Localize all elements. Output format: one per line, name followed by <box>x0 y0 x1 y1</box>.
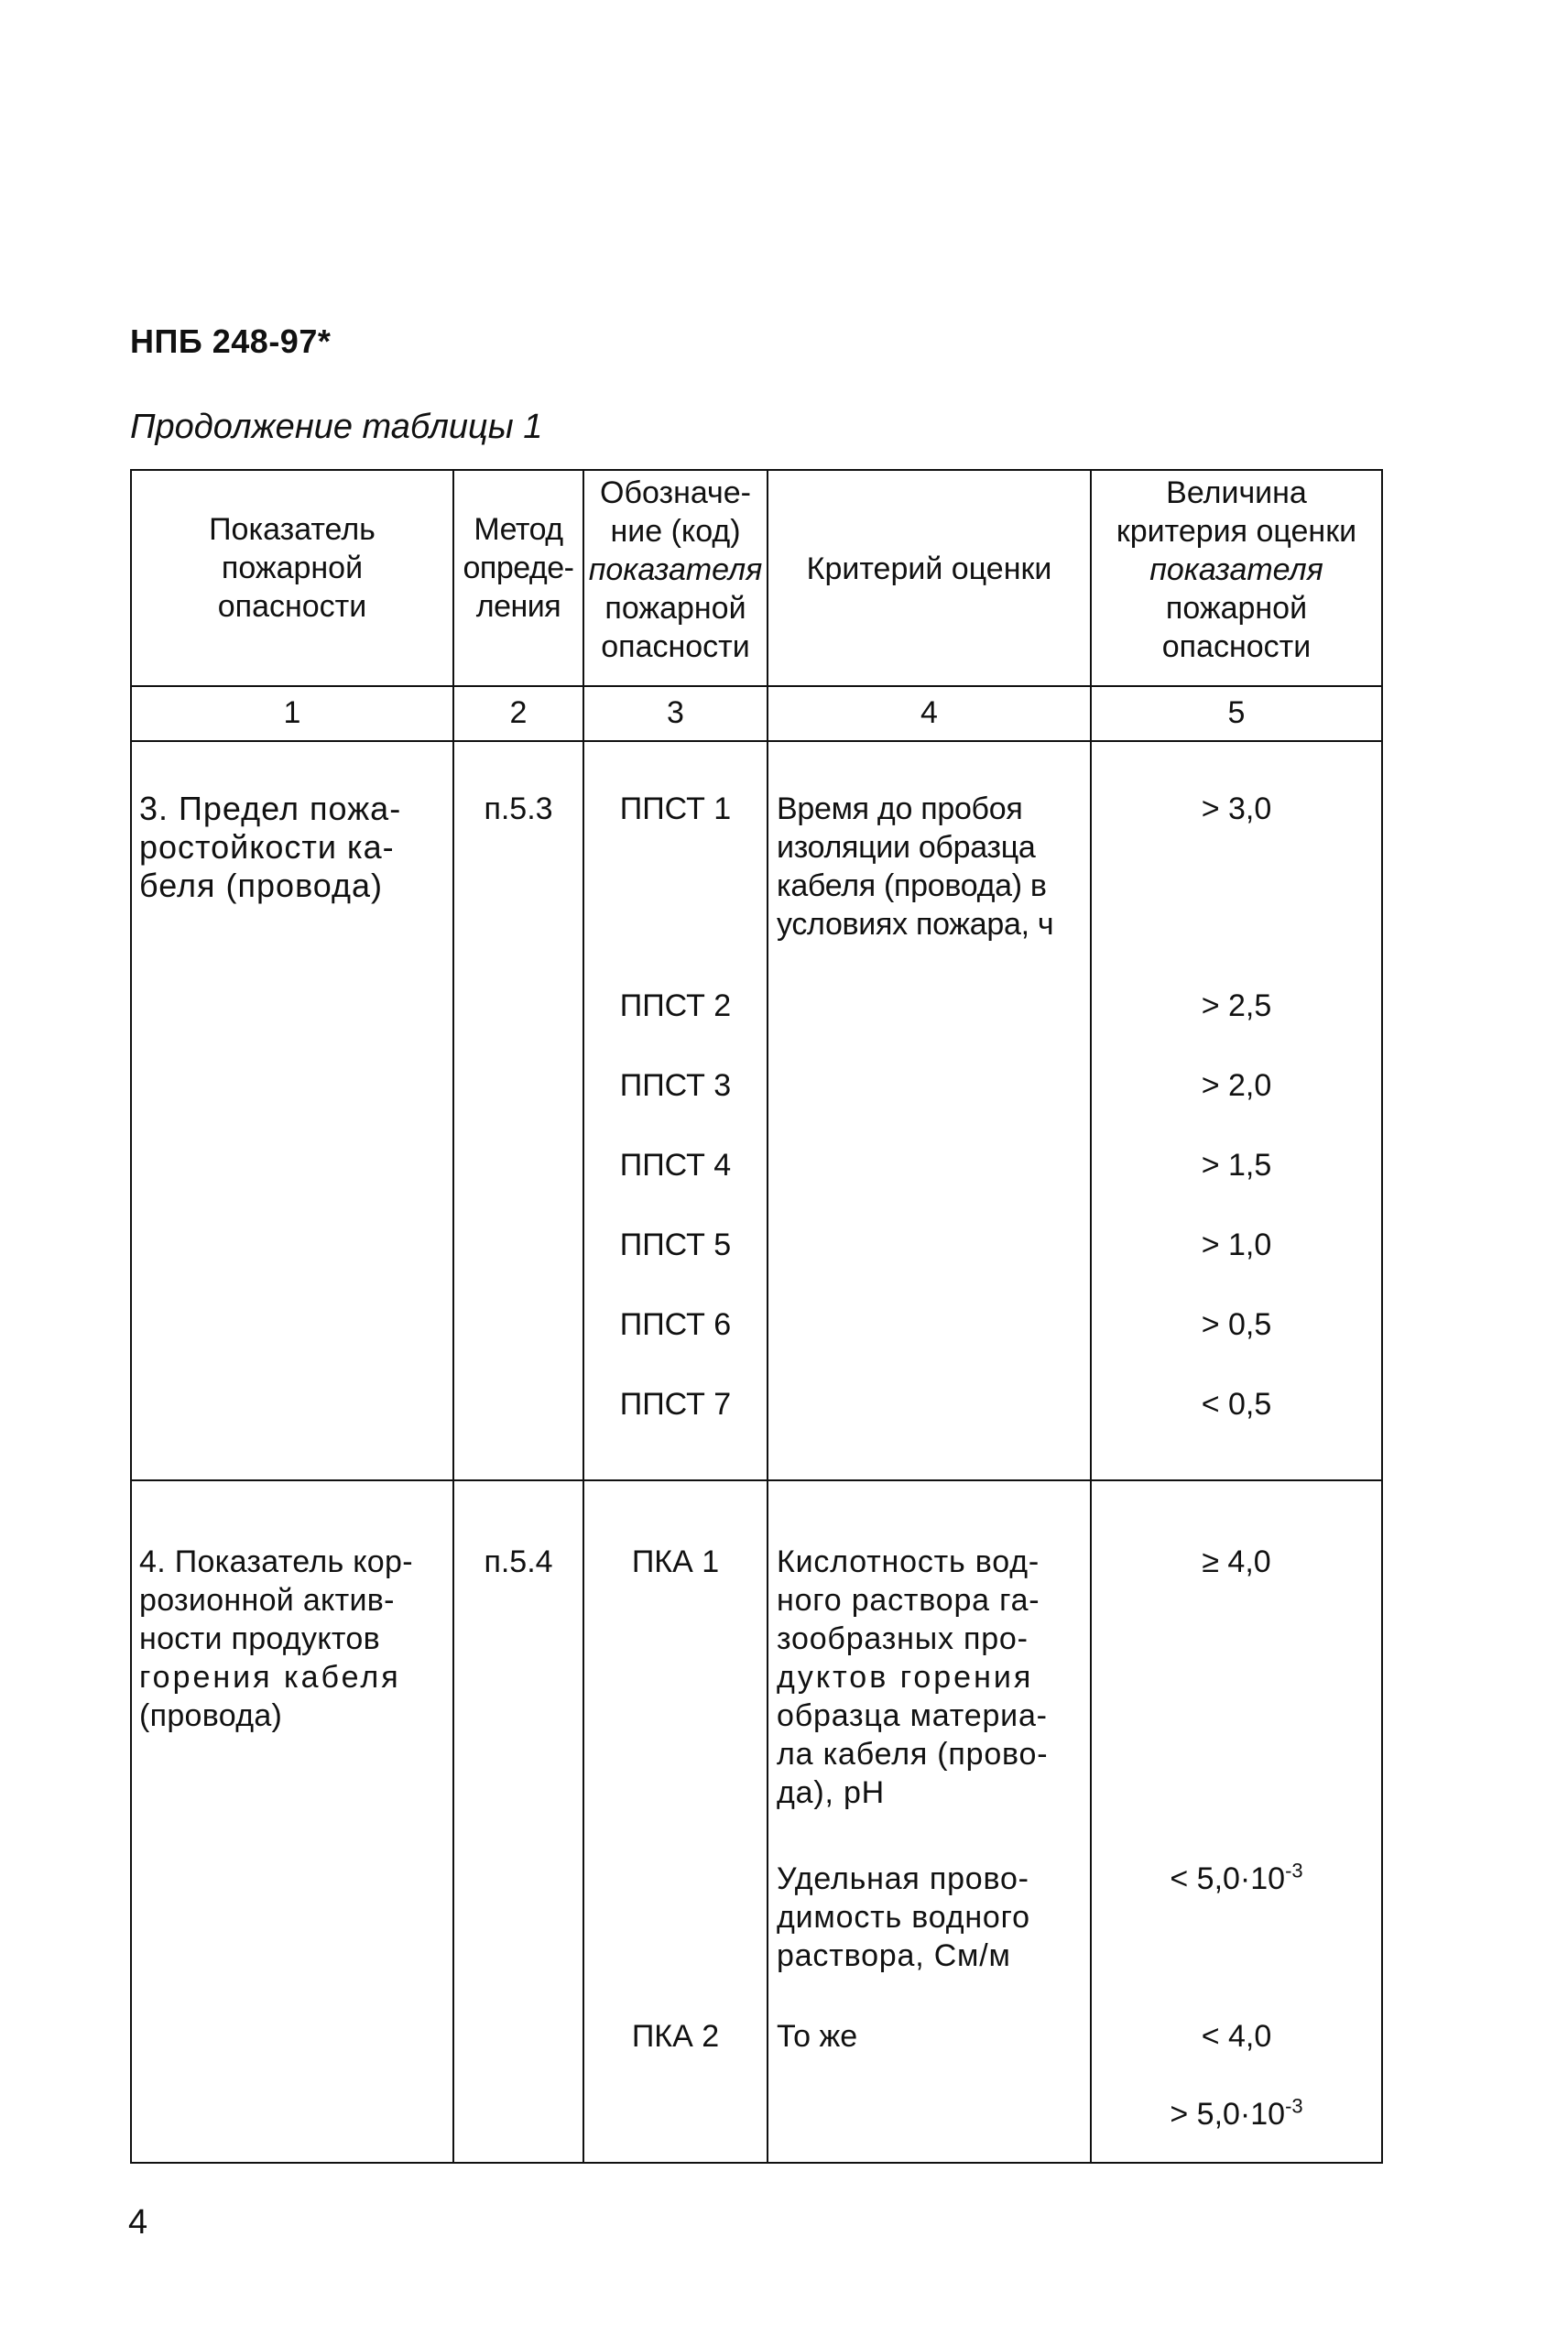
criterion-line: Удельная прово- <box>777 1861 1029 1896</box>
header-value-line: критерия оценки <box>1116 514 1357 549</box>
header-method <box>454 510 583 626</box>
header-value-line: пожарной <box>1165 591 1308 626</box>
fire-hazard-table <box>130 469 1383 2164</box>
page-number: 4 <box>128 2203 148 2242</box>
table-caption: Продолжение таблицы 1 <box>130 408 543 446</box>
section3-code: ППСТ 1 <box>619 791 732 826</box>
section3-code: ППСТ 6 <box>619 1307 732 1342</box>
header-method-line: опреде- <box>463 551 574 585</box>
section3-value: > 0,5 <box>1201 1307 1272 1342</box>
section4-indicator-line: 4. Показатель кор- <box>139 1544 413 1579</box>
section3-indicator-line: ростойкости ка- <box>139 828 395 866</box>
criterion-line: да), рН <box>777 1775 886 1810</box>
section3-value: > 3,0 <box>1201 791 1272 826</box>
section4-method: п.5.4 <box>484 1544 553 1579</box>
criterion-line: образца материа- <box>777 1698 1048 1733</box>
section4-indicator <box>139 1543 446 1735</box>
section3-criterion-line: Время до пробоя <box>777 791 1023 826</box>
section3-indicator-line: беля (провода) <box>139 867 384 904</box>
column-number-2: 2 <box>509 695 528 730</box>
section4-pka1-criterion-acidity <box>777 1543 1088 1812</box>
header-code-line: Обозначе- <box>600 475 751 510</box>
header-value-line: Величина <box>1166 475 1307 510</box>
header-value-line: показателя <box>1149 552 1323 587</box>
section4-code-pka1: ПКА 1 <box>631 1544 720 1579</box>
section4-pka2-criterion: То же <box>777 2019 858 2054</box>
column-number-1: 1 <box>283 695 301 730</box>
header-criterion-value <box>1092 474 1381 666</box>
table-border-top <box>130 469 1383 471</box>
section3-indicator <box>139 790 446 905</box>
column-number-5: 5 <box>1227 695 1246 730</box>
section4-pka2-value-conductivity <box>1092 2095 1381 2133</box>
header-divider <box>130 685 1383 687</box>
header-code-line: показателя <box>588 552 763 587</box>
section4-indicator-line: ности продуктов <box>139 1621 380 1656</box>
section4-pka2-value-acidity: < 4,0 <box>1201 2019 1272 2054</box>
criterion-line: зообразных про- <box>777 1621 1029 1656</box>
section-divider <box>130 1479 1383 1481</box>
header-method-line: Метод <box>474 512 563 547</box>
column-number-3: 3 <box>667 695 684 730</box>
criterion-line: ного раствора га- <box>777 1583 1040 1618</box>
criterion-line: Кислотность вод- <box>777 1544 1040 1579</box>
header-indicator-line: пожарной <box>221 551 364 585</box>
section3-value: > 1,5 <box>1201 1148 1272 1183</box>
criterion-line: димость водного <box>777 1900 1030 1935</box>
header-indicator-line: опасности <box>217 589 367 624</box>
header-indicator-line: Показатель <box>209 512 376 547</box>
section4-indicator-line: (провода) <box>139 1698 283 1733</box>
section4-pka1-value-acidity: ≥ 4,0 <box>1202 1544 1271 1579</box>
criterion-line: дуктов горения <box>777 1660 1034 1695</box>
header-method-line: ления <box>475 589 561 624</box>
section3-code: ППСТ 7 <box>619 1387 732 1422</box>
header-criterion <box>768 550 1090 588</box>
section3-code: ППСТ 5 <box>619 1228 732 1262</box>
header-code-line: ние (код) <box>610 514 741 549</box>
section3-code: ППСТ 4 <box>619 1148 732 1183</box>
criterion-line: раствора, См/м <box>777 1938 1011 1973</box>
document-header-code: НПБ 248-97* <box>130 322 332 360</box>
section3-value: > 2,0 <box>1201 1068 1272 1103</box>
section4-pka1-criterion-conductivity <box>777 1860 1088 1975</box>
value-exponent: -3 <box>1285 1859 1303 1882</box>
table-border-bottom <box>130 2162 1383 2164</box>
section3-criterion-line: кабеля (провода) в <box>777 868 1047 903</box>
section4-indicator-line: горения кабеля <box>139 1660 401 1695</box>
header-code-line: опасности <box>601 629 750 664</box>
value-mantissa: > 5,0·10 <box>1170 2097 1286 2132</box>
section3-value: < 0,5 <box>1201 1387 1272 1422</box>
column-numbers-divider <box>130 740 1383 742</box>
header-value-line: опасности <box>1161 629 1312 664</box>
section4-indicator-line: розионной актив- <box>139 1583 395 1618</box>
section3-criterion-line: изоляции образца <box>777 830 1036 865</box>
value-exponent: -3 <box>1285 2094 1303 2118</box>
section3-indicator-line: 3. Предел пожа- <box>139 790 402 827</box>
header-code-line: пожарной <box>604 591 746 626</box>
column-number-4: 4 <box>920 695 938 730</box>
section3-value: > 2,5 <box>1201 988 1272 1023</box>
section4-pka1-value-conductivity <box>1092 1860 1381 1898</box>
section3-code: ППСТ 3 <box>619 1068 732 1103</box>
section3-method: п.5.3 <box>484 791 553 826</box>
value-mantissa: < 5,0·10 <box>1170 1861 1286 1896</box>
header-criterion-line: Критерий оценки <box>806 551 1052 586</box>
section3-criterion-line: условиях пожара, ч <box>777 907 1054 942</box>
section4-code-pka2: ПКА 2 <box>631 2019 720 2054</box>
header-code <box>584 474 767 666</box>
table-border-right <box>1381 469 1383 2164</box>
section3-value: > 1,0 <box>1201 1228 1272 1262</box>
section3-code: ППСТ 2 <box>619 988 732 1023</box>
header-indicator <box>132 510 452 626</box>
section3-criterion <box>777 790 1088 944</box>
criterion-line: ла кабеля (прово- <box>777 1737 1049 1772</box>
